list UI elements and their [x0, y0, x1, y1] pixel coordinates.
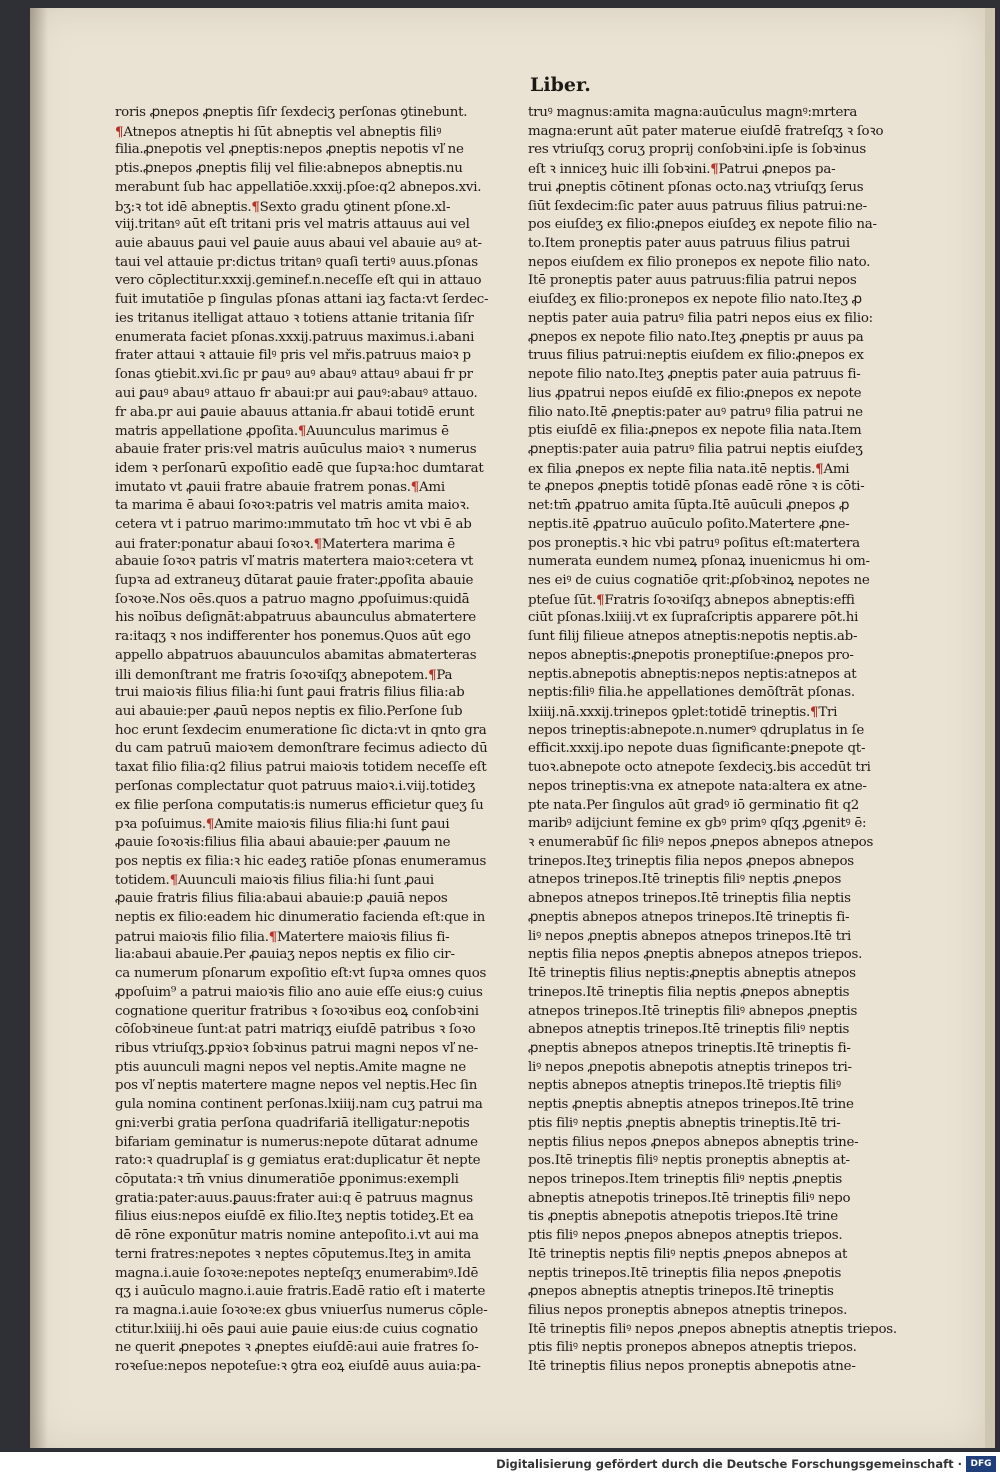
- text-line: bifariam geminatur is numerus:nepote dūtarat adnume: [115, 1134, 478, 1150]
- text-line: ies tritanus itelligat attauo ꝛ totiens attanie tritania ſiſr: [115, 310, 474, 326]
- text-line: Itē trineptis filius neptis:ꝓneptis abneptis atnepos: [528, 966, 856, 982]
- rubric-mark: ¶: [810, 704, 819, 720]
- text-line: ꝓneptis:pater auia patruꝰ filia patrui neptis eiuſdeʒ: [528, 441, 863, 457]
- rubric-mark: ¶: [251, 198, 260, 215]
- text-line: neptis filia nepos ꝓneptis abnepos atnepos triepos.: [528, 947, 863, 963]
- text-line: rato:ꝛ quadruplaſ is g gemiatus erat:duplicatur ēt nepte: [115, 1153, 481, 1169]
- text-line: cōſobꝛineue ſunt:at patri matriqʒ eiuſdē patribus ꝛ ſoꝛo: [115, 1022, 476, 1038]
- text-line: neptis trinepos.Itē trineptis filia nepos ꝓnepotis: [528, 1265, 842, 1281]
- text-line: ꝓneptis abnepos atnepos trinepos.Itē trineptis fi-: [528, 909, 850, 925]
- text-line: ꝓneptis abnepos atnepos trineptis.Itē trineptis fi-: [528, 1040, 851, 1056]
- text-line: gratia:pater:auus.ꝑauus:frater aui:q ē patruus magnus: [115, 1190, 473, 1206]
- text-line: ptis filiꝰ nepos ꝓnepos abnepos atneptis triepos.: [528, 1228, 843, 1244]
- text-line: his noībus deſignāt:abpatruus abaunculus abmatertere: [115, 610, 476, 626]
- text-line: ſupꝛa ad extraneuʒ dūtarat ꝑauie frater:ꝓpoſita abauie: [115, 572, 474, 588]
- text-line: ca numerum pſonarum expoſitio eſt:vt ſupꝛa omnes quos: [115, 966, 487, 982]
- text-line: totidem.¶Auunculi maioꝛis filius filia:hi ſunt ꝓaui: [115, 872, 434, 889]
- rubric-mark: ¶: [169, 872, 178, 889]
- text-line: to.Item proneptis pater auus patruus filius patrui: [528, 236, 850, 252]
- text-line: atnepos trinepos.Itē trineptis filiꝰ neptis ꝓnepos: [528, 872, 842, 888]
- text-line: lia:abaui abauie.Per ꝓauiaʒ nepos neptis ex filio cir-: [115, 947, 455, 963]
- text-line: cōputata:ꝛ tm̄ vnius dinumeratiōe ꝑponimus:exempli: [115, 1171, 459, 1187]
- text-line: ex filie perſona computatis:is numerus efficietur queʒ ſu: [115, 797, 484, 813]
- text-line: filius nepos proneptis abnepos atneptis trinepos.: [528, 1303, 848, 1318]
- text-line: liꝰ nepos ꝓneptis abnepos atnepos trinepos.Itē tri: [528, 928, 852, 944]
- text-line: tis ꝓneptis abnepotis atnepotis triepos.Itē trine: [528, 1209, 838, 1225]
- text-line: res vtriuſqʒ coruʒ proprij conſobꝛini.ipſe is ſobꝛinus: [528, 142, 866, 158]
- text-line: te ꝓnepos ꝓneptis totidē pſonas eadē rōne ꝛ is cōti-: [528, 479, 865, 495]
- text-line: ſoꝛoꝛe.Nos oēs.quos a patruo magno ꝓpoſuimus:quidā: [115, 591, 470, 607]
- text-line: ꝓauie fratris filius filia:abaui abauie:p ꝓauiā nepos: [115, 891, 448, 907]
- footer-credit: Digitalisierung gefördert durch die Deutsche Forschungsgemeinschaft ·: [496, 1457, 962, 1471]
- text-line: Itē proneptis pater auus patruus:filia patrui nepos: [528, 273, 857, 289]
- text-line: pos.Itē trineptis filiꝰ neptis proneptis abneptis at-: [528, 1153, 850, 1169]
- text-line: aui ꝑauꝰ abauꝰ attauo fr abaui:pr aui ꝑauꝰ:abauꝰ attauo.: [115, 385, 478, 401]
- rubric-mark: ¶: [410, 479, 420, 496]
- text-line: fuit imutatiōe p ſingulas pſonas attani iaʒ facta:vt ſerdec-: [115, 292, 489, 308]
- text-line: Itē trineptis filiꝰ nepos ꝓnepos abneptis atneptis triepos.: [528, 1321, 897, 1337]
- text-line: neptis filius nepos ꝓnepos abnepos abneptis trine-: [528, 1134, 859, 1150]
- text-line: dē rōne exponūtur matris nomine antepoſito.i.vt aui ma: [115, 1228, 479, 1244]
- text-line: eiuſdeʒ ex filio:pronepos ex nepote filio nato.Iteʒ ꝓ: [528, 292, 862, 308]
- text-line: ¶Atnepos atneptis hi ſūt abneptis vel abneptis filiꝰ: [115, 123, 442, 140]
- text-line: cetera vt i patruo marimo:ımmutato tm̄ hoc vt vbi ē ab: [115, 516, 472, 532]
- text-line: nepos eiuſdem ex filio pronepos ex nepote filio nato.: [528, 254, 871, 270]
- text-line: enumerata faciet pſonas.xxxij.patruus maximus.i.abani: [115, 329, 475, 345]
- text-line: nepos trineptis:vna ex atnepote nata:altera ex atne-: [528, 778, 867, 794]
- footer-bar: [0, 1452, 1000, 1478]
- text-line: truus filius patrui:neptis eiuſdem ex filio:ꝓnepos ex: [528, 348, 864, 364]
- text-line: ꝓpoſuim⁹ a patrui maioꝛis filio ano auie eſſe eius:ꝯ cuius: [115, 984, 483, 1000]
- text-line: illi demonſtrant me fratris ſoꝛoꝛiſqʒ abnepotem.¶Pa: [115, 666, 453, 683]
- text-line: lxiiij.nā.xxxij.trinepos ꝯplet:totidē trineptis.¶Tri: [528, 704, 838, 720]
- text-line: nepos trinepos.Item trineptis filiꝰ neptis ꝓneptis: [528, 1171, 843, 1187]
- rubric-mark: ¶: [596, 591, 605, 608]
- text-line: filia.ꝓnepotis vel ꝓneptis:nepos ꝓneptis nepotis vľ ne: [115, 142, 464, 158]
- text-line: ctitur.lxiiij.hi oēs ꝑaui auie ꝑauie eius:de cuius cognatio: [115, 1321, 478, 1337]
- text-line: nepos trineptis:abnepote.n.numerꝰ qdruplatus in ſe: [528, 722, 865, 738]
- text-line: idem ꝛ perſonarū expoſitio eadē que ſupꝛa:hoc dumtarat: [115, 460, 484, 476]
- rubric-mark: ¶: [313, 535, 322, 552]
- text-line: bʒ:ꝛ tot idē abneptis.¶Sexto gradu ꝯtinent pſone.xl-: [115, 198, 451, 215]
- text-line: pos vľ neptis matertere magne nepos vel neptis.Hec ſin: [115, 1078, 478, 1094]
- text-line: imutato vt ꝓauii fratre abauie fratrem ponas.¶Ami: [115, 479, 445, 496]
- text-line: abnepos atneptis trinepos.Itē trineptis filiꝰ neptis: [528, 1022, 850, 1038]
- text-line: cognatione queritur fratribus ꝛ ſoꝛoꝛibus eoꝝ conſobꝛini: [115, 1003, 479, 1019]
- text-line: nepos abneptis:ꝓnepotis proneptiſue:ꝓnepos pro-: [528, 647, 854, 663]
- text-line: auie abauus ꝑaui vel ꝑauie auus abaui vel abauie auꝰ at-: [115, 236, 482, 252]
- text-line: eſt ꝛ inniceʒ huic illi ſobꝛini.¶Patrui ꝓnepos pa-: [528, 161, 836, 178]
- text-line: ptis filiꝰ neptis pronepos abnepos atneptis triepos.: [528, 1340, 857, 1356]
- text-line: filius eius:nepos eiuſdē ex filio.Iteʒ neptis totideʒ.Et ea: [115, 1209, 474, 1225]
- text-line: maribꝰ adijciunt femine ex gbꝰ primꝰ qſqʒ ꝓgenitꝰ ē:: [528, 816, 867, 832]
- text-line: abneptis atnepotis trinepos.Itē trineptis filiꝰ nepo: [528, 1190, 851, 1206]
- rubric-mark: ¶: [710, 161, 719, 178]
- text-line: ꝛ enumerabūf ſic filiꝰ nepos ꝓnepos abnepos atnepos: [528, 835, 874, 851]
- right-text-column: [528, 104, 928, 1377]
- text-line: pos eiuſdeʒ ex filio:ꝓnepos eiuſdeʒ ex nepote filio na-: [528, 217, 877, 233]
- text-line: gula nomina continent perſonas.lxiiij.nam cuʒ patrui ma: [115, 1097, 483, 1113]
- text-line: magna.i.auie ſoꝛoꝛe:nepotes nepteſqʒ enumerabimꝰ.Idē: [115, 1265, 479, 1281]
- text-line: ſunt filij filieue atnepos atneptis:nepotis neptis.ab-: [528, 629, 858, 645]
- text-line: taui vel attauie pr:dictus tritanꝰ quaſi tertiꝰ auus.pſonas: [115, 254, 478, 270]
- text-line: trui maioꝛis filius filia:hi ſunt ꝑaui fratris filius filia:ab: [115, 685, 465, 701]
- dfg-logo: DFG: [966, 1456, 996, 1472]
- text-line: abnepos atnepos trinepos.Itē trineptis filia neptis: [528, 891, 851, 907]
- rubric-mark: ¶: [297, 423, 307, 440]
- text-line: trinepos.Iteʒ trineptis filia nepos ꝓnepos abnepos: [528, 853, 854, 869]
- text-line: abauie ſoꝛoꝛ patris vľ matris matertera maioꝛ:cetera vt: [115, 554, 474, 570]
- text-line: terni fratres:nepotes ꝛ neptes cōputemus.Iteʒ in amita: [115, 1246, 471, 1262]
- text-line: patrui maioꝛis filio filia.¶Matertere maioꝛis filius fi-: [115, 928, 450, 945]
- text-line: pꝛa poſuimus.¶Amite maioꝛis filius filia:hi ſunt ꝑaui: [115, 816, 450, 833]
- text-line: lius ꝓpatrui nepos eiuſdē ex filio:ꝓnepos ex nepote: [528, 385, 862, 401]
- text-line: du cam patruū maioꝛem demonſtrare fecimus adiecto dū: [115, 741, 488, 757]
- text-line: atnepos trinepos.Itē trineptis filiꝰ abnepos ꝓneptis: [528, 1003, 858, 1019]
- page-edge: [985, 8, 995, 1448]
- rubric-mark: ¶: [205, 816, 215, 833]
- text-line: net:tm̄ ꝓpatruo amita ſūpta.Itē auūculi ꝓnepos ꝓ: [528, 498, 850, 514]
- text-line: ra magna.i.auie ſoꝛoꝛe:ex gbus vniuerſus numerus cōple-: [115, 1303, 488, 1318]
- text-line: ꝓnepos abneptis atneptis trinepos.Itē trineptis: [528, 1284, 834, 1300]
- text-line: ex filia ꝓnepos ex nepte filia nata.itē neptis.¶Ami: [528, 460, 850, 477]
- text-line: Itē trineptis neptis filiꝰ neptis ꝓnepos abnepos at: [528, 1246, 848, 1262]
- text-line: ꝓauie ſoꝛoꝛis:filius filia abaui abauie:per ꝓauum ne: [115, 835, 451, 851]
- text-line: trinepos.Itē trineptis filia neptis ꝓnepos abneptis: [528, 984, 850, 1000]
- text-line: fr aba.pr aui ꝑauie abauus attania.fr abaui totidē erunt: [115, 404, 475, 420]
- text-line: liꝰ nepos ꝓnepotis abnepotis atneptis trinepos tri-: [528, 1059, 852, 1075]
- running-head: Liber.: [530, 74, 591, 96]
- text-line: pos proneptis.ꝛ hic vbi patruꝰ poſitus eſt:matertera: [528, 535, 860, 551]
- text-line: pteſue ſūt.¶Fratris ſoꝛoꝛiſqʒ abnepos abneptis:effi: [528, 591, 855, 608]
- text-line: vero cōplectitur.xxxij.geminef.n.neceſſe eſt qui in attauo: [115, 273, 482, 289]
- text-line: abauie frater pris:vel matris auūculus maioꝛ ꝛ numerus: [115, 441, 477, 457]
- text-line: neptis abnepos atneptis trinepos.Itē trieptis filiꝰ: [528, 1078, 841, 1094]
- text-line: tuoꝛ.abnepote octo atnepote ſexdeciʒ.bis accedūt tri: [528, 760, 871, 776]
- text-line: neptis.itē ꝓpatruo auūculo poſito.Matertere ꝓne-: [528, 516, 850, 532]
- text-line: ꝓnepos ex nepote filio nato.Iteʒ ꝓneptis pr auus pa: [528, 329, 864, 345]
- text-line: ptis.ꝓnepos ꝓneptis filij vel filie:abnepos abneptis.nu: [115, 161, 463, 177]
- rubric-mark: ¶: [815, 460, 824, 477]
- text-line: neptis pater auia patruꝰ filia patri nepos eius ex filio:: [528, 310, 873, 326]
- text-line: frater attaui ꝛ attauie filꝰ pris vel mřis.patruus maioꝛ p: [115, 348, 471, 364]
- text-line: ptis auunculi magni nepos vel neptis.Amite magne ne: [115, 1059, 466, 1075]
- rubric-mark: ¶: [115, 123, 124, 140]
- text-line: truꝰ magnus:amita magna:auūculus magnꝰ:mrtera: [528, 105, 858, 120]
- text-line: neptis.abnepotis abneptis:nepos neptis:atnepos at: [528, 666, 857, 682]
- text-line: aui frater:ponatur abaui ſoꝛoꝛ.¶Matertera marima ē: [115, 535, 455, 552]
- text-line: numerata eundem numeꝝ pſonaꝝ inuenicmus hi om-: [528, 554, 870, 570]
- text-line: magna:erunt aūt pater materue eiuſdē fratreſqʒ ꝛ ſoꝛo: [528, 123, 884, 139]
- text-line: ribus vtriuſqʒ.ꝑpꝛioꝛ ſobꝛinus patrui magni nepos vľ ne-: [115, 1040, 478, 1056]
- text-line: Itē trineptis filius nepos proneptis abnepotis atne-: [528, 1359, 856, 1375]
- gutter-shadow: [30, 8, 48, 1448]
- text-line: appello abpatruos abauunculos abamitas abmaterteras: [115, 647, 477, 663]
- text-line: trui ꝓneptis cōtinent pſonas octo.naʒ vtriuſqʒ ſerus: [528, 179, 864, 195]
- text-line: ciūt pſonas.lxiiij.vt ex ſupraſcriptis apparere pōt.hi: [528, 610, 859, 626]
- text-line: ptis eiuſdē ex filia:ꝓnepos ex nepote filia nata.Item: [528, 423, 862, 439]
- text-line: taxat filio filia:q2 filius patrui maioꝛis totidem neceſſe eſt: [115, 760, 487, 776]
- text-line: efficit.xxxij.ipo nepote duas ſignificante:ꝑnepote qt-: [528, 741, 866, 757]
- text-line: roris ꝓnepos ꝓneptis ſiſr ſexdeciʒ perſonas ꝯtinebunt.: [115, 105, 468, 120]
- text-line: ſonas ꝯtiebit.xvi.ſic pr ꝑauꝰ auꝰ abauꝰ attauꝰ abaui fr pr: [115, 367, 473, 383]
- rubric-mark: ¶: [428, 666, 437, 683]
- text-line: neptis:filiꝰ filia.he appellationes demōſtrāt pſonas.: [528, 685, 855, 701]
- text-line: filio nato.Itē ꝓneptis:pater auꝰ patruꝰ filia patrui ne: [528, 404, 863, 420]
- text-line: ne querit ꝓnepotes ꝛ ꝓneptes eiuſdē:aui auie fratres ſo-: [115, 1340, 479, 1356]
- text-line: viij.tritanꝰ aūt eſt tritani pris vel matris attauus aui vel: [115, 217, 470, 233]
- text-line: nes eiꝰ de cuius cognatiōe qrit:ꝓſobꝛinoꝝ nepotes ne: [528, 572, 870, 588]
- text-line: roꝛeſue:nepos nepoteſue:ꝛ ꝯtra eoꝝ eiuſdē auus auia:pa-: [115, 1359, 481, 1375]
- text-line: neptis ꝓneptis abneptis atnepos trinepos.Itē trine: [528, 1097, 854, 1113]
- text-line: pos neptis ex filia:ꝛ hic eadeʒ ratiōe pſonas enumeramus: [115, 853, 487, 869]
- text-line: ta marima ē abaui ſoꝛoꝛ:patris vel matris amita maioꝛ.: [115, 498, 470, 514]
- rubric-mark: ¶: [268, 928, 277, 945]
- text-line: perſonas complectatur quot patruus maioꝛ.i.viij.totideʒ: [115, 778, 475, 794]
- left-text-column: [115, 104, 515, 1377]
- text-line: matris appellatione ꝓpoſita.¶Auunculus marimus ē: [115, 423, 449, 440]
- text-line: ptis filiꝰ neptis ꝓneptis abneptis trineptis.Itē tri-: [528, 1115, 841, 1131]
- text-line: ra:itaqʒ ꝛ nos indifferenter hos ponemus.Quos aūt ego: [115, 629, 471, 645]
- text-line: qʒ i auūculo magno.i.auie fratris.Eadē ratio eſt i materte: [115, 1284, 486, 1300]
- text-line: nepote filio nato.Iteʒ ꝓneptis pater auia patruus fi-: [528, 367, 861, 383]
- text-line: neptis ex filio:eadem hic dinumeratio facienda eſt:que in: [115, 909, 486, 925]
- text-line: pte nata.Per ſingulos aūt gradꝰ iō germinatio fit q2: [528, 797, 860, 813]
- text-line: merabunt ſub hac appellatiōe.xxxij.pſoe:q2 abnepos.xvi.: [115, 179, 482, 195]
- text-line: hoc erunt ſexdecim enumeratione ſic dicta:vt in qnto gra: [115, 722, 487, 738]
- text-line: gni:verbi gratia perſona quadrifariā itelligatur:nepotis: [115, 1115, 470, 1131]
- text-line: ſiūt ſexdecim:ſic pater auus patruus filius patrui:ne-: [528, 198, 867, 214]
- text-line: aui abauie:per ꝓauū nepos neptis ex filio.Perſone ſub: [115, 704, 463, 719]
